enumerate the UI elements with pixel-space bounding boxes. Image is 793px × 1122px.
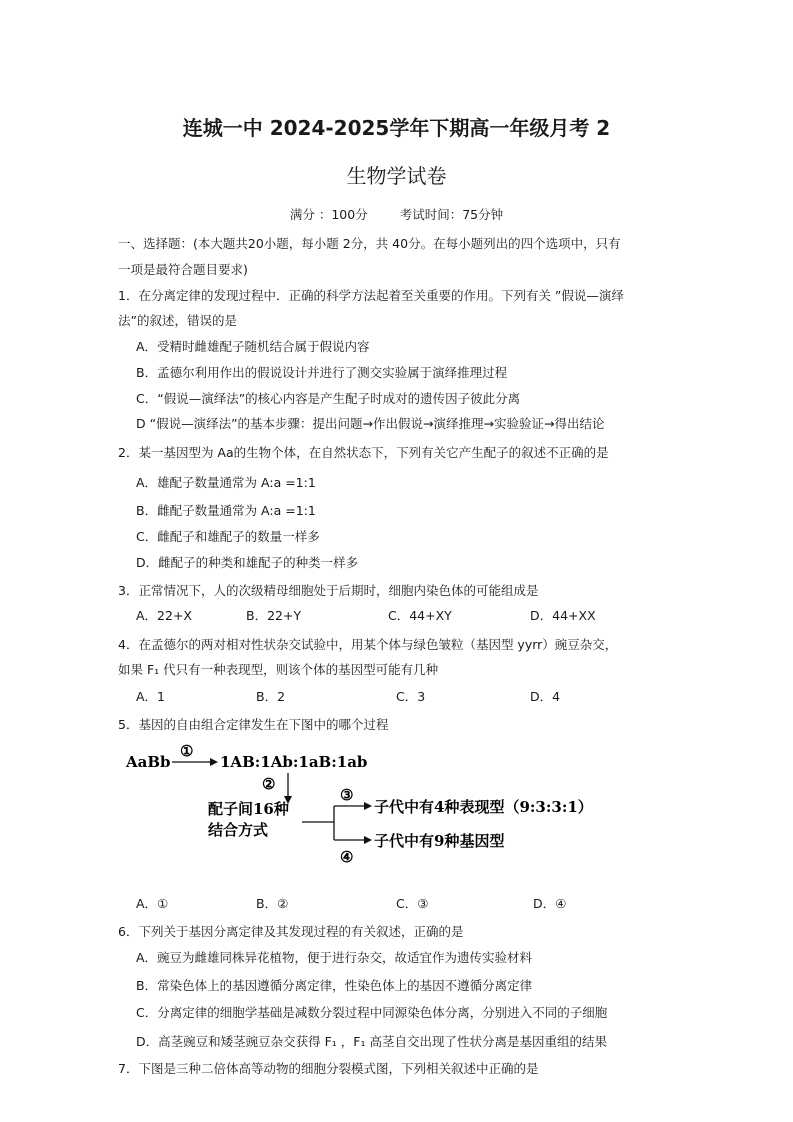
- combination-line1: 配子间16种: [208, 800, 289, 818]
- q3-stem: 3．正常情况下，人的次级精母细胞处于后期时，细胞内染色体的可能组成是: [118, 583, 539, 598]
- q2-option-d: D．雌配子的种类和雄配子的种类一样多: [136, 555, 359, 570]
- q4-stem-line1: 4．在孟德尔的两对相对性状杂交试验中，用某个体与绿色皱粒（基因型 yyrr）豌豆杂交，: [118, 637, 618, 652]
- q5-stem: 5．基因的自由组合定律发生在下图中的哪个过程: [118, 717, 389, 732]
- full-score: 满分 ：100分: [289, 207, 368, 222]
- q1-option-a: A．受精时雌雄配子随机结合属于假说内容: [136, 339, 370, 354]
- q2-stem: 2．某一基因型为 Aa的生物个体，在自然状态下，下列有关它产生配子的叙述不正确的是: [118, 445, 609, 460]
- q3-option-b: B．22+Y: [246, 608, 302, 623]
- exam-title: 连城一中 2024-2025学年下期高一年级月考 2: [182, 116, 611, 140]
- q6-option-c: C．分离定律的细胞学基础是减数分裂过程中同源染色体分离，分别进入不同的子细胞: [136, 1005, 608, 1020]
- q5-gamete-diagram: [118, 740, 593, 880]
- q1-stem-line1: 1．在分离定律的发现过程中．正确的科学方法起着至关重要的作用。下列有关 ”假说—演绎: [118, 288, 624, 303]
- q5-option-a: A．①: [136, 896, 169, 911]
- q6-stem: 6．下列关于基因分离定律及其发现过程的有关叙述，正确的是: [118, 924, 464, 939]
- q1-option-d: D “假说—演绎法”的基本步骤：提出问题→作出假说→演绎推理→实验验证→得出结论: [136, 416, 605, 431]
- q1-option-b: B．孟德尔利用作出的假说设计并进行了测交实验属于演绎推理过程: [136, 365, 508, 380]
- genotype-result: 子代中有9种基因型: [374, 832, 505, 850]
- q4-option-b: B．2: [256, 689, 286, 704]
- step-2-label: ②: [262, 775, 276, 793]
- q6-option-b: B．常染色体上的基因遵循分离定律，性染色体上的基因不遵循分离定律: [136, 978, 533, 993]
- q6-option-d: D．高茎豌豆和矮茎豌豆杂交获得 F₁ ，F₁ 高茎自交出现了性状分离是基因重组的结果: [136, 1034, 607, 1049]
- phenotype-result: 子代中有4种表现型（9:3:3:1）: [374, 798, 593, 816]
- q4-option-c: C．3: [396, 689, 426, 704]
- arrow-3-head: [364, 802, 372, 810]
- q4-stem-line2: 如果 F₁ 代只有一种表现型，则该个体的基因型可能有几种: [118, 662, 439, 677]
- q5-option-d: D．④: [533, 896, 567, 911]
- q3-option-c: C．44+XY: [388, 608, 452, 623]
- q1-option-c: C．“假说—演绎法”的核心内容是产生配子时成对的遗传因子彼此分离: [136, 391, 521, 406]
- section-instruction-line2: 一项是最符合题目要求): [118, 262, 248, 277]
- q5-option-b: B．②: [256, 896, 289, 911]
- arrow-4-head: [364, 836, 372, 844]
- q3-option-a: A．22+X: [136, 608, 192, 623]
- step-1-label: ①: [180, 742, 194, 760]
- q2-option-b: B．雌配子数量通常为 A:a =1:1: [136, 503, 316, 518]
- genotype-aabb: AaBb: [126, 753, 171, 771]
- q5-option-c: C．③: [396, 896, 429, 911]
- q6-option-a: A．豌豆为雌雄同株异花植物，便于进行杂交，故适宜作为遗传实验材料: [136, 950, 533, 965]
- step-4-label: ④: [340, 848, 354, 866]
- exam-subtitle: 生物学试卷: [346, 164, 447, 188]
- q1-stem-line2: 法”的叙述，错误的是: [118, 313, 237, 328]
- exam-meta: [0, 205, 793, 223]
- q4-option-a: A．1: [136, 689, 166, 704]
- section-instruction-line1: 一、选择题：(本大题共20小题，每小题 2分，共 40分。在每小题列出的四个选项中，只有: [118, 236, 621, 251]
- q2-option-a: A．雄配子数量通常为 A:a =1:1: [136, 475, 316, 490]
- q7-stem: 7．下图是三种二倍体高等动物的细胞分裂模式图，下列相关叙述中正确的是: [118, 1061, 539, 1076]
- q4-option-d: D．4: [530, 689, 561, 704]
- gamete-ratio: 1AB:1Ab:1aB:1ab: [220, 753, 368, 771]
- combination-line2: 结合方式: [208, 821, 269, 839]
- q2-option-c: C．雌配子和雄配子的数量一样多: [136, 529, 320, 544]
- arrow-1-head: [210, 758, 218, 766]
- q3-option-d: D．44+XX: [530, 608, 596, 623]
- step-3-label: ③: [340, 786, 354, 804]
- exam-time: 考试时间：75分钟: [399, 207, 504, 222]
